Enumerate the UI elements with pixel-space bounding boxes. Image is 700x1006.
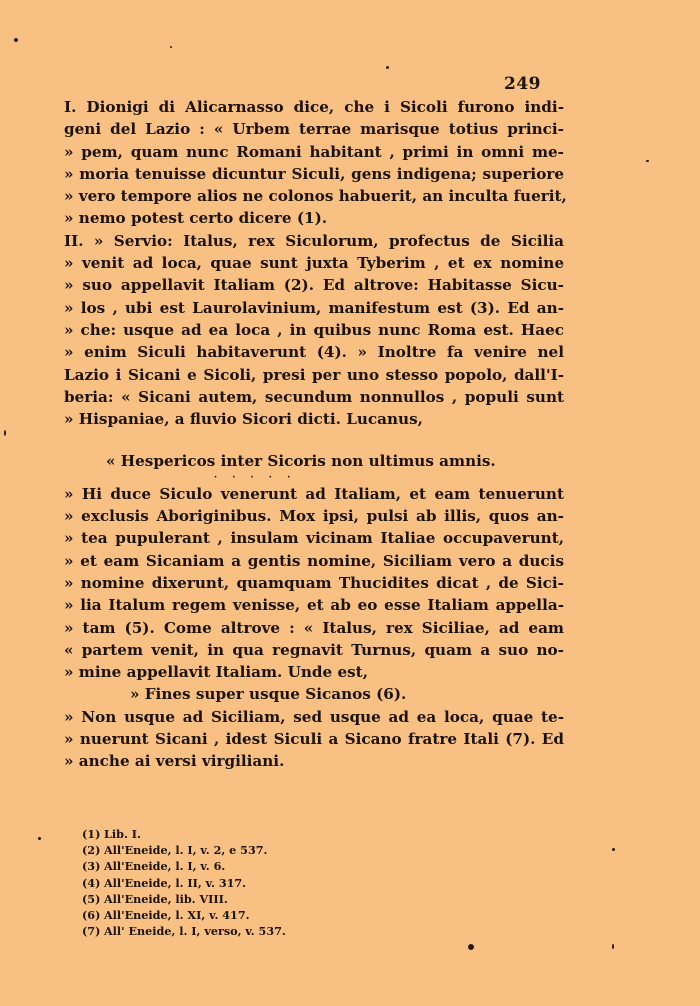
scan-speck — [468, 944, 474, 950]
text-line: » lia Italum regem venisse, et ab eo esse Italiam appella- — [64, 596, 564, 615]
main-text — [64, 96, 567, 773]
text-line: » suo appellavit Italiam (2). Ed altrove: Habitasse Sicu- — [64, 276, 564, 295]
text-line: Lazio i Sicani e Sicoli, presi per uno stesso popolo, dall'I- — [64, 365, 564, 384]
text-line: » tam (5). Come altrove : « Italus, rex Siciliae, ad eam — [64, 618, 564, 637]
footnote: (4) All'Eneide, l. II, v. 317. — [82, 875, 247, 890]
text-line: I. Dionigi di Alicarnasso dice, che i Sicoli furono indi- — [64, 98, 564, 116]
text-line: » et eam Sicaniam a gentis nomine, Siciliam vero a ducis — [64, 551, 564, 570]
verse-quote: « Hespericos inter Sicoris non ultimus amnis. — [106, 452, 496, 471]
text-line: geni del Lazio : « Urbem terrae marisque totius princi- — [64, 120, 564, 139]
scan-speck — [612, 848, 615, 851]
footnote: (3) All'Eneide, l. I, v. 6. — [82, 859, 226, 874]
text-line: » moria tenuisse dicuntur Siculi, gens indigena; superiore — [64, 164, 564, 183]
decorative-dots: · · · · · — [214, 472, 297, 483]
footnote: (6) All'Eneide, l. XI, v. 417. — [82, 907, 250, 922]
scan-speck — [612, 944, 614, 949]
page-number: 249 — [504, 74, 541, 94]
text-line: » nomine dixerunt, quamquam Thucidites dicat , de Sici- — [64, 573, 564, 592]
scan-speck — [38, 837, 41, 840]
text-line: » Hi duce Siculo venerunt ad Italiam, et eam tenuerunt — [64, 484, 564, 503]
text-line: beria: « Sicani autem, secundum nonnullos , populi sunt — [64, 387, 564, 406]
text-line: » venit ad loca, quae sunt juxta Tyberim , et ex nomine — [64, 254, 564, 273]
text-line: » mine appellavit Italiam. Unde est, — [64, 663, 368, 682]
footnote: (2) All'Eneide, l. I, v. 2, e 537. — [82, 843, 268, 858]
footnotes — [82, 826, 402, 939]
text-line: » anche ai versi virgiliani. — [64, 752, 285, 771]
text-line: » vero tempore alios ne colonos habuerit, an inculta fuerit, — [64, 187, 567, 206]
text-line: » los , ubi est Laurolavinium, manifestum est (3). Ed an- — [64, 298, 564, 317]
footnote: (7) All' Eneide, l. I, verso, v. 537. — [82, 924, 286, 939]
text-line: II. » Servio: Italus, rex Siculorum, profectus de Sicilia — [64, 231, 564, 250]
scan-speck — [14, 38, 18, 42]
footnote: (5) All'Eneide, lib. VIII. — [82, 891, 228, 906]
verse-quote: » Fines super usque Sicanos (6). — [130, 685, 407, 704]
scan-speck — [646, 160, 649, 162]
scan-speck — [4, 430, 6, 436]
text-line: » tea pupulerant , insulam vicinam Italiae occupaverunt, — [64, 529, 564, 548]
text-line: » pem, quam nunc Romani habitant , primi in omni me- — [64, 142, 564, 161]
text-line: » enim Siculi habitaverunt (4). » Inoltre fa venire nel — [64, 343, 564, 362]
text-line: » che: usque ad ea loca , in quibus nunc Roma est. Haec — [64, 320, 564, 339]
scan-speck — [386, 66, 389, 69]
text-line: » Non usque ad Siciliam, sed usque ad ea loca, quae te- — [64, 707, 564, 726]
scan-speck — [170, 46, 172, 48]
text-line: » Hispaniae, a fluvio Sicori dicti. Lucanus, — [64, 410, 423, 429]
text-line: « partem venit, in qua regnavit Turnus, quam a suo no- — [64, 640, 564, 659]
footnote: (1) Lib. I. — [82, 827, 141, 841]
text-line: » exclusis Aboriginibus. Mox ipsi, pulsi ab illis, quos an- — [64, 507, 564, 526]
text-line: » nuerunt Sicani , idest Siculi a Sicano fratre Itali (7). Ed — [64, 730, 564, 749]
text-line: » nemo potest certo dicere (1). — [64, 209, 328, 228]
